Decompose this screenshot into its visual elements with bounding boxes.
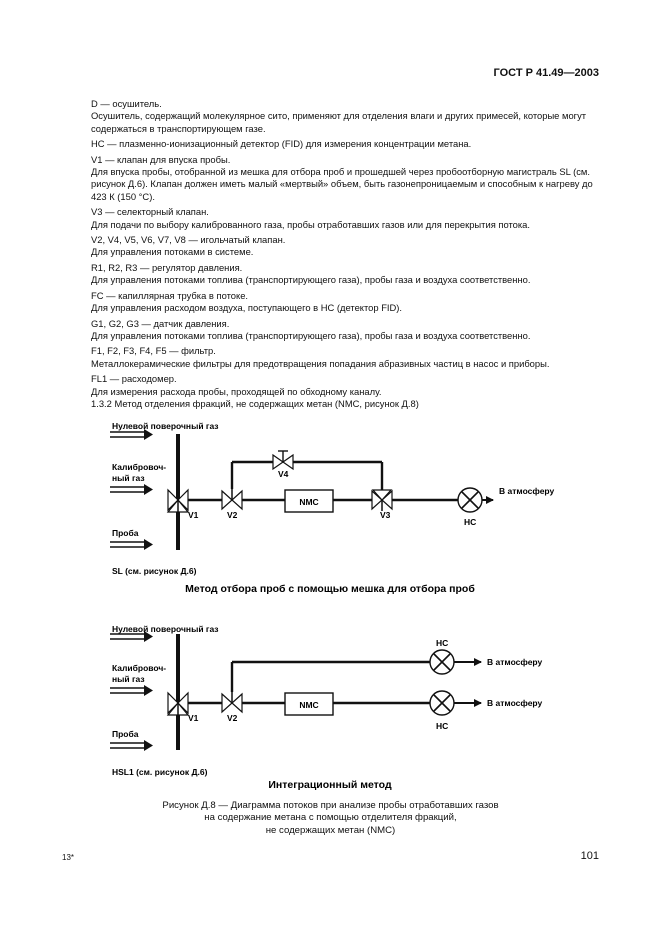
paragraph: Для управления потоками топлива (транспортирующего газа), пробы газа и воздуха соответственно. [91, 329, 531, 341]
v4-needle-valve [273, 451, 293, 469]
v1-selector-valve [168, 487, 188, 514]
sample-inlet-arrow [110, 740, 153, 751]
v4-label: V4 [278, 469, 289, 479]
paragraph: Для управления расходом воздуха, поступающего в HC (детектор FID). [91, 302, 403, 314]
v2-needle-valve [222, 489, 242, 509]
paragraph: 1.3.2 Метод отделения фракций, не содержащих метан (NMC, рисунок Д.8) [91, 397, 419, 409]
paragraph: R1, R2, R3 — регулятор давления. [91, 261, 243, 273]
caption-line: не содержащих метан (NMC) [265, 824, 396, 836]
sample-label: Проба [112, 528, 139, 538]
hc-top-label: HC [436, 638, 449, 648]
paragraph: Для измерения расхода пробы, проходящей по обходному каналу. [91, 385, 382, 397]
paragraph: Для управления потоками топлива (транспортирующего газа), пробы газа и воздуха соответственно. [91, 274, 531, 286]
hc-detector [458, 488, 482, 512]
nmc-label: NMC [299, 700, 319, 710]
diagram-integration-method [110, 624, 543, 791]
source-label: HSL1 (см. рисунок Д.6) [112, 767, 208, 777]
to-atmosphere-top-label: В атмосферу [487, 657, 543, 667]
sample-inlet-arrow [110, 539, 153, 550]
diagram-title: Интеграционный метод [268, 779, 392, 791]
cal-gas-label-2: ный газ [112, 674, 145, 684]
zero-gas-label: Нулевой поверочный газ [112, 421, 219, 431]
paragraph: FL1 — расходомер. [91, 373, 177, 385]
nmc-label: NMC [299, 497, 319, 507]
paragraph: Осушитель, содержащий молекулярное сито, применяют для отделения влаги и других примесей, которые могут содержаться в транспортирующем газе. [91, 110, 587, 134]
paragraph: HC — плазменно-ионизационный детектор (FID) для измерения концентрации метана. [91, 138, 472, 150]
v3-selector-valve [372, 490, 392, 511]
paragraph: D — осушитель. [91, 98, 162, 109]
sample-label: Проба [112, 729, 139, 739]
hc-detector-top [430, 650, 454, 674]
to-atmosphere-bottom-label: В атмосферу [487, 698, 543, 708]
diagram-title: Метод отбора проб с помощью мешка для отбора проб [185, 583, 475, 595]
signature-mark: 13* [62, 853, 75, 862]
caption-line: на содержание метана с помощью отделителя фракций, [204, 812, 457, 824]
cal-gas-label-1: Калибровоч- [112, 462, 167, 472]
paragraph: Металлокерамические фильтры для предотвращения попадания абразивных частиц в насос и приборы. [91, 357, 550, 369]
cal-gas-label-2: ный газ [112, 473, 145, 483]
v2-needle-valve [222, 692, 242, 712]
paragraph: V3 — селекторный клапан. [91, 206, 209, 218]
v1-label: V1 [188, 510, 199, 520]
paragraph: F1, F2, F3, F4, F5 — фильтр. [91, 345, 216, 357]
figure-caption [0, 800, 661, 837]
paragraph: Для подачи по выбору калиброванного газа, пробы отработавших газов или для перекрытия потока. [91, 218, 530, 230]
paragraph: G1, G2, G3 — датчик давления. [91, 317, 230, 329]
v1-label: V1 [188, 713, 199, 723]
hc-bottom-label: HC [436, 721, 449, 731]
hc-detector-bottom [430, 691, 454, 715]
v3-label: V3 [380, 510, 391, 520]
cal-gas-label-1: Калибровоч- [112, 663, 167, 673]
v2-label: V2 [227, 510, 238, 520]
page-number: 101 [580, 850, 599, 862]
paragraph: Для впуска пробы, отобранной из мешка для отбора проб и прошедшей через пробоотборную магистраль SL (см. рисунок Д.6). Клапан должен иметь малый «мертвый» объем, быть газонепроницаемым и способным к нагреву до 423 К (150 °С). [91, 166, 593, 202]
diagram-bag-sampling [110, 421, 555, 595]
paragraph: V1 — клапан для впуска пробы. [91, 153, 231, 165]
source-label: SL (см. рисунок Д.6) [112, 566, 197, 576]
paragraph: FC — капиллярная трубка в потоке. [91, 289, 249, 301]
v2-label: V2 [227, 713, 238, 723]
paragraph: V2, V4, V5, V6, V7, V8 — игольчатый клапан. [91, 234, 286, 246]
standard-header: ГОСТ Р 41.49—2003 [493, 67, 599, 79]
paragraph: Для управления потоками в системе. [91, 246, 254, 258]
to-atmosphere-label: В атмосферу [499, 486, 555, 496]
cal-gas-inlet-arrow [110, 685, 153, 696]
caption-line: Рисунок Д.8 — Диаграмма потоков при анализе пробы отработавших газов [162, 800, 499, 811]
zero-gas-label: Нулевой поверочный газ [112, 624, 219, 634]
v1-selector-valve [168, 690, 188, 717]
hc-label: HC [464, 517, 477, 527]
cal-gas-inlet-arrow [110, 484, 153, 495]
